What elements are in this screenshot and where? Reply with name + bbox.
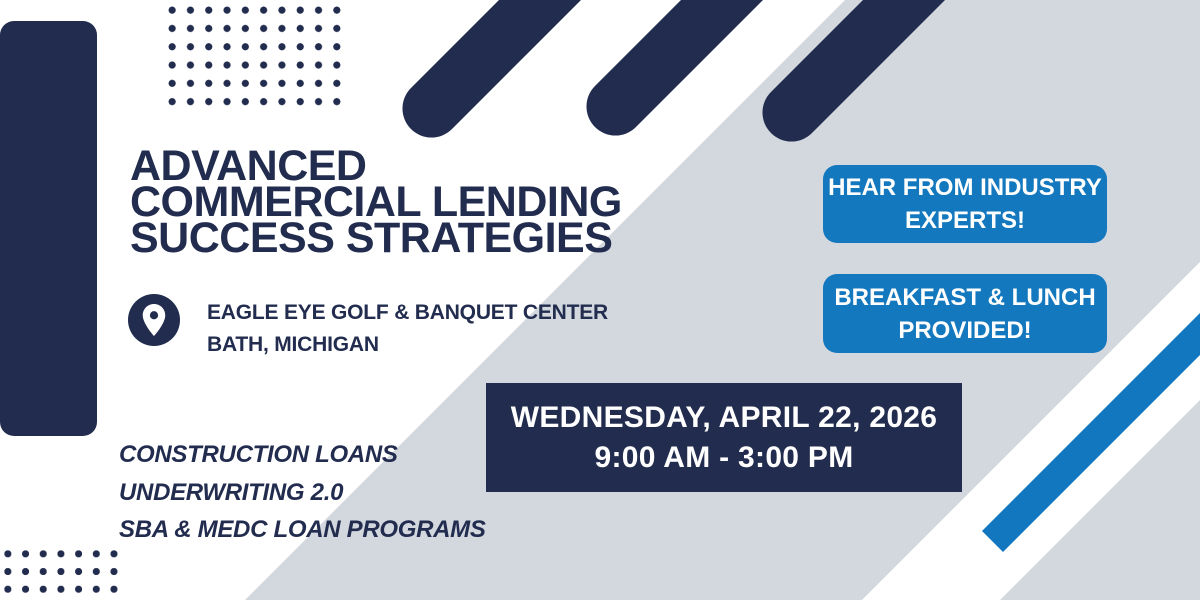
topic-item-1: CONSTRUCTION LOANS — [119, 441, 398, 468]
title-line-1: ADVANCED — [130, 142, 367, 190]
info-badge-meals — [823, 274, 1107, 353]
badge-experts-line-2: EXPERTS! — [904, 207, 1026, 234]
badge-meals-line-1: BREAKFAST & LUNCH — [834, 283, 1096, 311]
topic-item-2: UNDERWRITING 2.0 — [119, 478, 344, 506]
topic-list — [119, 436, 486, 549]
title-line-2: COMMERCIAL LENDING — [130, 178, 622, 226]
badge-meals-line-2: PROVIDED! — [898, 316, 1032, 344]
info-badge-experts — [823, 165, 1107, 243]
location-pin-icon — [128, 294, 180, 346]
venue-name: EAGLE EYE GOLF & BANQUET CENTER — [207, 301, 608, 324]
dot-grid-bottom — [0, 545, 124, 600]
event-date: WEDNESDAY, APRIL 22, 2026 — [510, 400, 938, 434]
venue-city: BATH, MICHIGAN — [207, 333, 379, 356]
left-accent-bar — [0, 21, 97, 436]
badge-experts-line-1: HEAR FROM INDUSTRY — [828, 174, 1102, 201]
location-text — [207, 297, 608, 361]
topic-item-3: SBA & MEDC LOAN PROGRAMS — [119, 516, 486, 543]
page-title — [130, 142, 622, 262]
title-line-3: SUCCESS STRATEGIES — [130, 214, 613, 262]
event-time: 9:00 AM - 3:00 PM — [594, 440, 854, 474]
dot-grid-top — [163, 1, 348, 112]
date-time-box — [486, 383, 962, 492]
